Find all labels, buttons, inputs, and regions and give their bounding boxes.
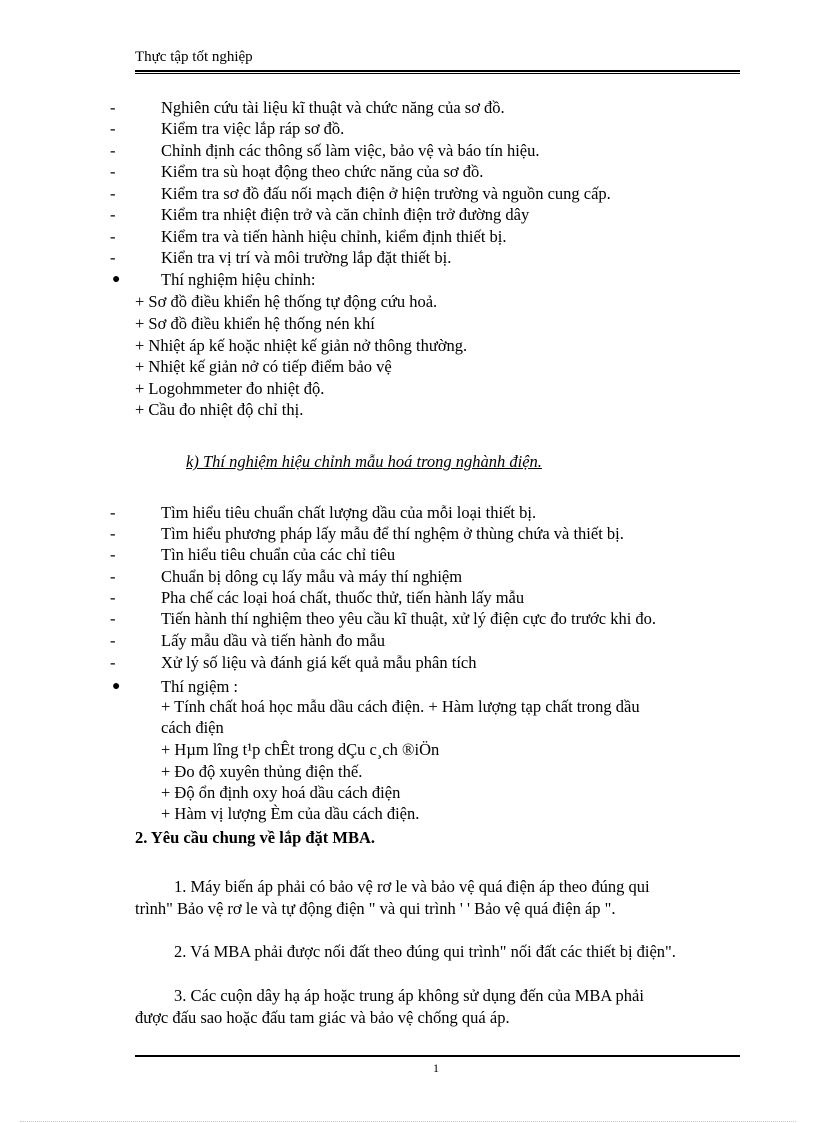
plus-item: + Sơ đồ điều khiển hệ thống nén khí bbox=[135, 314, 375, 333]
dash-marker: - bbox=[110, 653, 116, 672]
list-item: Pha chế các loại hoá chất, thuốc thử, tiến hành lấy mẫu bbox=[161, 588, 525, 607]
list-item: Xử lý số liệu và đánh giá kết quả mẫu phân tích bbox=[161, 653, 477, 672]
paragraph-line: 2. Vá MBA phải được nối đất theo đúng qui trình" nối đất các thiết bị điện". bbox=[174, 942, 676, 961]
dash-marker: - bbox=[110, 631, 116, 650]
page-edge-divider bbox=[20, 1121, 796, 1122]
plus-item: + Logohmmeter đo nhiệt độ. bbox=[135, 379, 325, 398]
list-item: Lấy mẫu dầu và tiến hành đo mẫu bbox=[161, 631, 386, 650]
dash-marker: - bbox=[110, 119, 116, 138]
bullet-item: Thí nghiệm hiệu chỉnh: bbox=[161, 270, 316, 289]
dash-marker: - bbox=[110, 545, 116, 564]
plus-item: + Độ ổn định oxy hoá dầu cách điện bbox=[161, 783, 401, 802]
plus-item: + Nhiệt áp kế hoặc nhiệt kế giản nở thông thường. bbox=[135, 336, 468, 355]
plus-item: + Hµm lîng t¹p chÊt trong dÇu c¸ch ®iÖn bbox=[161, 740, 440, 759]
plus-item: + Cầu đo nhiệt độ chỉ thị. bbox=[135, 400, 304, 419]
paragraph-line: 1. Máy biến áp phải có bảo vệ rơ le và bảo vệ quá điện áp theo đúng qui bbox=[174, 877, 650, 896]
dash-marker: - bbox=[110, 205, 116, 224]
list-item: Tìn hiểu tiêu chuẩn của các chỉ tiêu bbox=[161, 545, 396, 564]
list-item: Kiểm tra nhiệt điện trở và căn chỉnh điện trở đường dây bbox=[161, 205, 530, 224]
dash-marker: - bbox=[110, 162, 116, 181]
dash-marker: - bbox=[110, 524, 116, 543]
bullet-marker: ● bbox=[112, 272, 121, 287]
plus-item: + Đo độ xuyên thủng điện thế. bbox=[161, 762, 363, 781]
header-rule-thin bbox=[135, 73, 740, 74]
footer-rule bbox=[135, 1055, 740, 1057]
dash-marker: - bbox=[110, 503, 116, 522]
dash-marker: - bbox=[110, 609, 116, 628]
dash-marker: - bbox=[110, 184, 116, 203]
section-title: 2. Yêu cầu chung về lắp đặt MBA. bbox=[135, 828, 376, 847]
list-item: Tìm hiểu phương pháp lấy mẫu để thí nghệm ở thùng chứa và thiết bị. bbox=[161, 524, 624, 543]
list-item: Kiển tra vị trí và môi trường lắp đặt thiết bị. bbox=[161, 248, 452, 267]
list-item: Kiểm tra sù hoạt động theo chức năng của sơ đồ. bbox=[161, 162, 484, 181]
list-item: Kiểm tra việc lắp ráp sơ đồ. bbox=[161, 119, 345, 138]
list-item: Nghiên cứu tài liệu kĩ thuật và chức năng của sơ đồ. bbox=[161, 98, 505, 117]
header-rule-thick bbox=[135, 70, 740, 72]
paragraph-line: trình" Bảo vệ rơ le và tự động điện " và qui trình ' ' Bảo vệ quá điện áp ". bbox=[135, 899, 616, 918]
dash-marker: - bbox=[110, 141, 116, 160]
subheading: k) Thí nghiệm hiệu chỉnh mẫu hoá trong nghành điện. bbox=[186, 452, 542, 471]
plus-item: + Hàm vị lượng Èm của dầu cách điện. bbox=[161, 804, 420, 823]
bullet-item: Thí ngiệm : bbox=[161, 677, 238, 696]
page-header-title: Thực tập tốt nghiệp bbox=[135, 49, 253, 65]
dash-marker: - bbox=[110, 588, 116, 607]
plus-item: + Nhiệt kế giản nở có tiếp điểm bảo vệ bbox=[135, 357, 392, 376]
list-item: Tìm hiểu tiêu chuẩn chất lượng dầu của mỗi loại thiết bị. bbox=[161, 503, 537, 522]
dash-marker: - bbox=[110, 227, 116, 246]
bullet-marker: ● bbox=[112, 679, 121, 694]
paragraph-line: 3. Các cuộn dây hạ áp hoặc trung áp không sử dụng đến của MBA phải bbox=[174, 986, 644, 1005]
paragraph-line: được đấu sao hoặc đấu tam giác và bảo vệ chống quá áp. bbox=[135, 1008, 510, 1027]
list-item: Kiểm tra sơ đồ đấu nối mạch điện ở hiện trường và nguồn cung cấp. bbox=[161, 184, 611, 203]
dash-marker: - bbox=[110, 98, 116, 117]
list-item: Tiến hành thí nghiệm theo yêu cầu kĩ thuật, xử lý điện cực đo trước khi đo. bbox=[161, 609, 657, 628]
list-item: Kiểm tra và tiến hành hiệu chỉnh, kiểm định thiết bị. bbox=[161, 227, 507, 246]
plus-item-continuation: cách điện bbox=[161, 718, 224, 737]
dash-marker: - bbox=[110, 248, 116, 267]
plus-item: + Sơ đồ điều khiển hệ thống tự động cứu hoả. bbox=[135, 292, 438, 311]
list-item: Chỉnh định các thông số làm việc, bảo vệ và báo tín hiệu. bbox=[161, 141, 540, 160]
dash-marker: - bbox=[110, 567, 116, 586]
list-item: Chuẩn bị dông cụ lấy mẫu và máy thí nghiệm bbox=[161, 567, 463, 586]
plus-item: + Tính chất hoá học mẫu dầu cách điện. + Hàm lượng tạp chất trong dầu bbox=[161, 697, 640, 716]
page-number: 1 bbox=[433, 1061, 439, 1075]
